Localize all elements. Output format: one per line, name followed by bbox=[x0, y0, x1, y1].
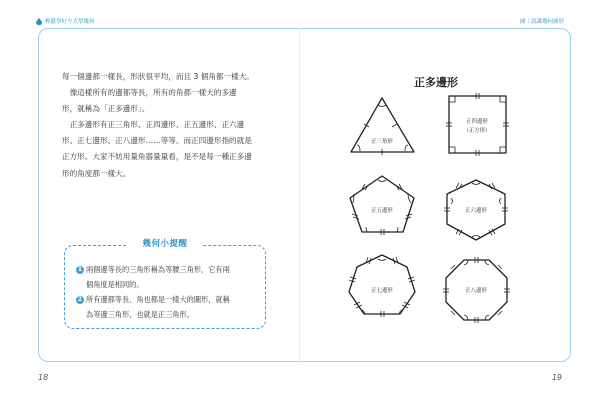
tip-item-1-line-2: 個角度是相同的。 bbox=[86, 280, 144, 289]
running-header-right: 圖｜認識幾何圖形 bbox=[519, 19, 564, 25]
gutter bbox=[299, 28, 300, 362]
figure-title: 正多邊形 bbox=[414, 76, 458, 89]
paragraph-1 bbox=[62, 69, 280, 85]
page-number-left: 18 bbox=[38, 373, 49, 382]
paragraph-line: 正方形。大家不妨用量角器量量看，是不是每一種正多邊 bbox=[62, 152, 252, 162]
paragraph-line: 每一個邊都一樣長，形狀很平均，而且 3 個角都一樣大。 bbox=[62, 72, 254, 81]
pentagon-shape bbox=[350, 176, 414, 232]
header-left-text: 輕鬆學好方式學幾何 bbox=[45, 19, 95, 25]
tip-title: 幾何小提醒 bbox=[128, 237, 202, 249]
label-square-alt: （正方形） bbox=[463, 128, 491, 134]
label-square: 正四邊形 bbox=[466, 119, 488, 125]
running-header-left bbox=[36, 17, 95, 25]
label-triangle: 正三角形 bbox=[371, 139, 393, 145]
number-badge-2: 2 bbox=[77, 296, 83, 303]
paragraph-line: 像這樣所有的邊都等長，所有的角都一樣大的多邊 bbox=[62, 88, 237, 97]
page-number-right: 19 bbox=[551, 373, 562, 382]
label-hexagon: 正六邊形 bbox=[465, 208, 487, 214]
water-drop-icon bbox=[36, 18, 42, 25]
paragraph-line: 形的角度都一樣大。 bbox=[62, 168, 131, 178]
paragraph-line: 形，就稱為「正多邊形」。 bbox=[62, 104, 150, 114]
label-octagon: 正八邊形 bbox=[465, 288, 487, 294]
tip-item-2-line-2: 為等邊三角形，也就是正三角形。 bbox=[86, 310, 194, 319]
label-pentagon: 正五邊形 bbox=[371, 208, 393, 214]
paragraph-line: 正多邊形有正三角形、正四邊形、正五邊形、正六邊 bbox=[62, 120, 245, 129]
paragraph-2 bbox=[62, 85, 280, 117]
number-badge-1: 1 bbox=[77, 266, 83, 273]
heptagon-shape bbox=[349, 255, 415, 314]
tip-item-2-line-1: 2 所有邊都等長、角也都是一樣大的圖形，就稱 bbox=[77, 295, 230, 304]
tip-item-1-line-1: 1 兩個邊等長的三角形稱為等腰三角形，它有兩 bbox=[77, 265, 230, 274]
regular-polygons-figure bbox=[340, 90, 550, 340]
label-heptagon: 正七邊形 bbox=[371, 288, 393, 294]
paragraph-3 bbox=[62, 117, 280, 182]
paragraph-line: 形、正七邊形、正八邊形……等等。而正四邊形指的就是 bbox=[62, 136, 252, 146]
